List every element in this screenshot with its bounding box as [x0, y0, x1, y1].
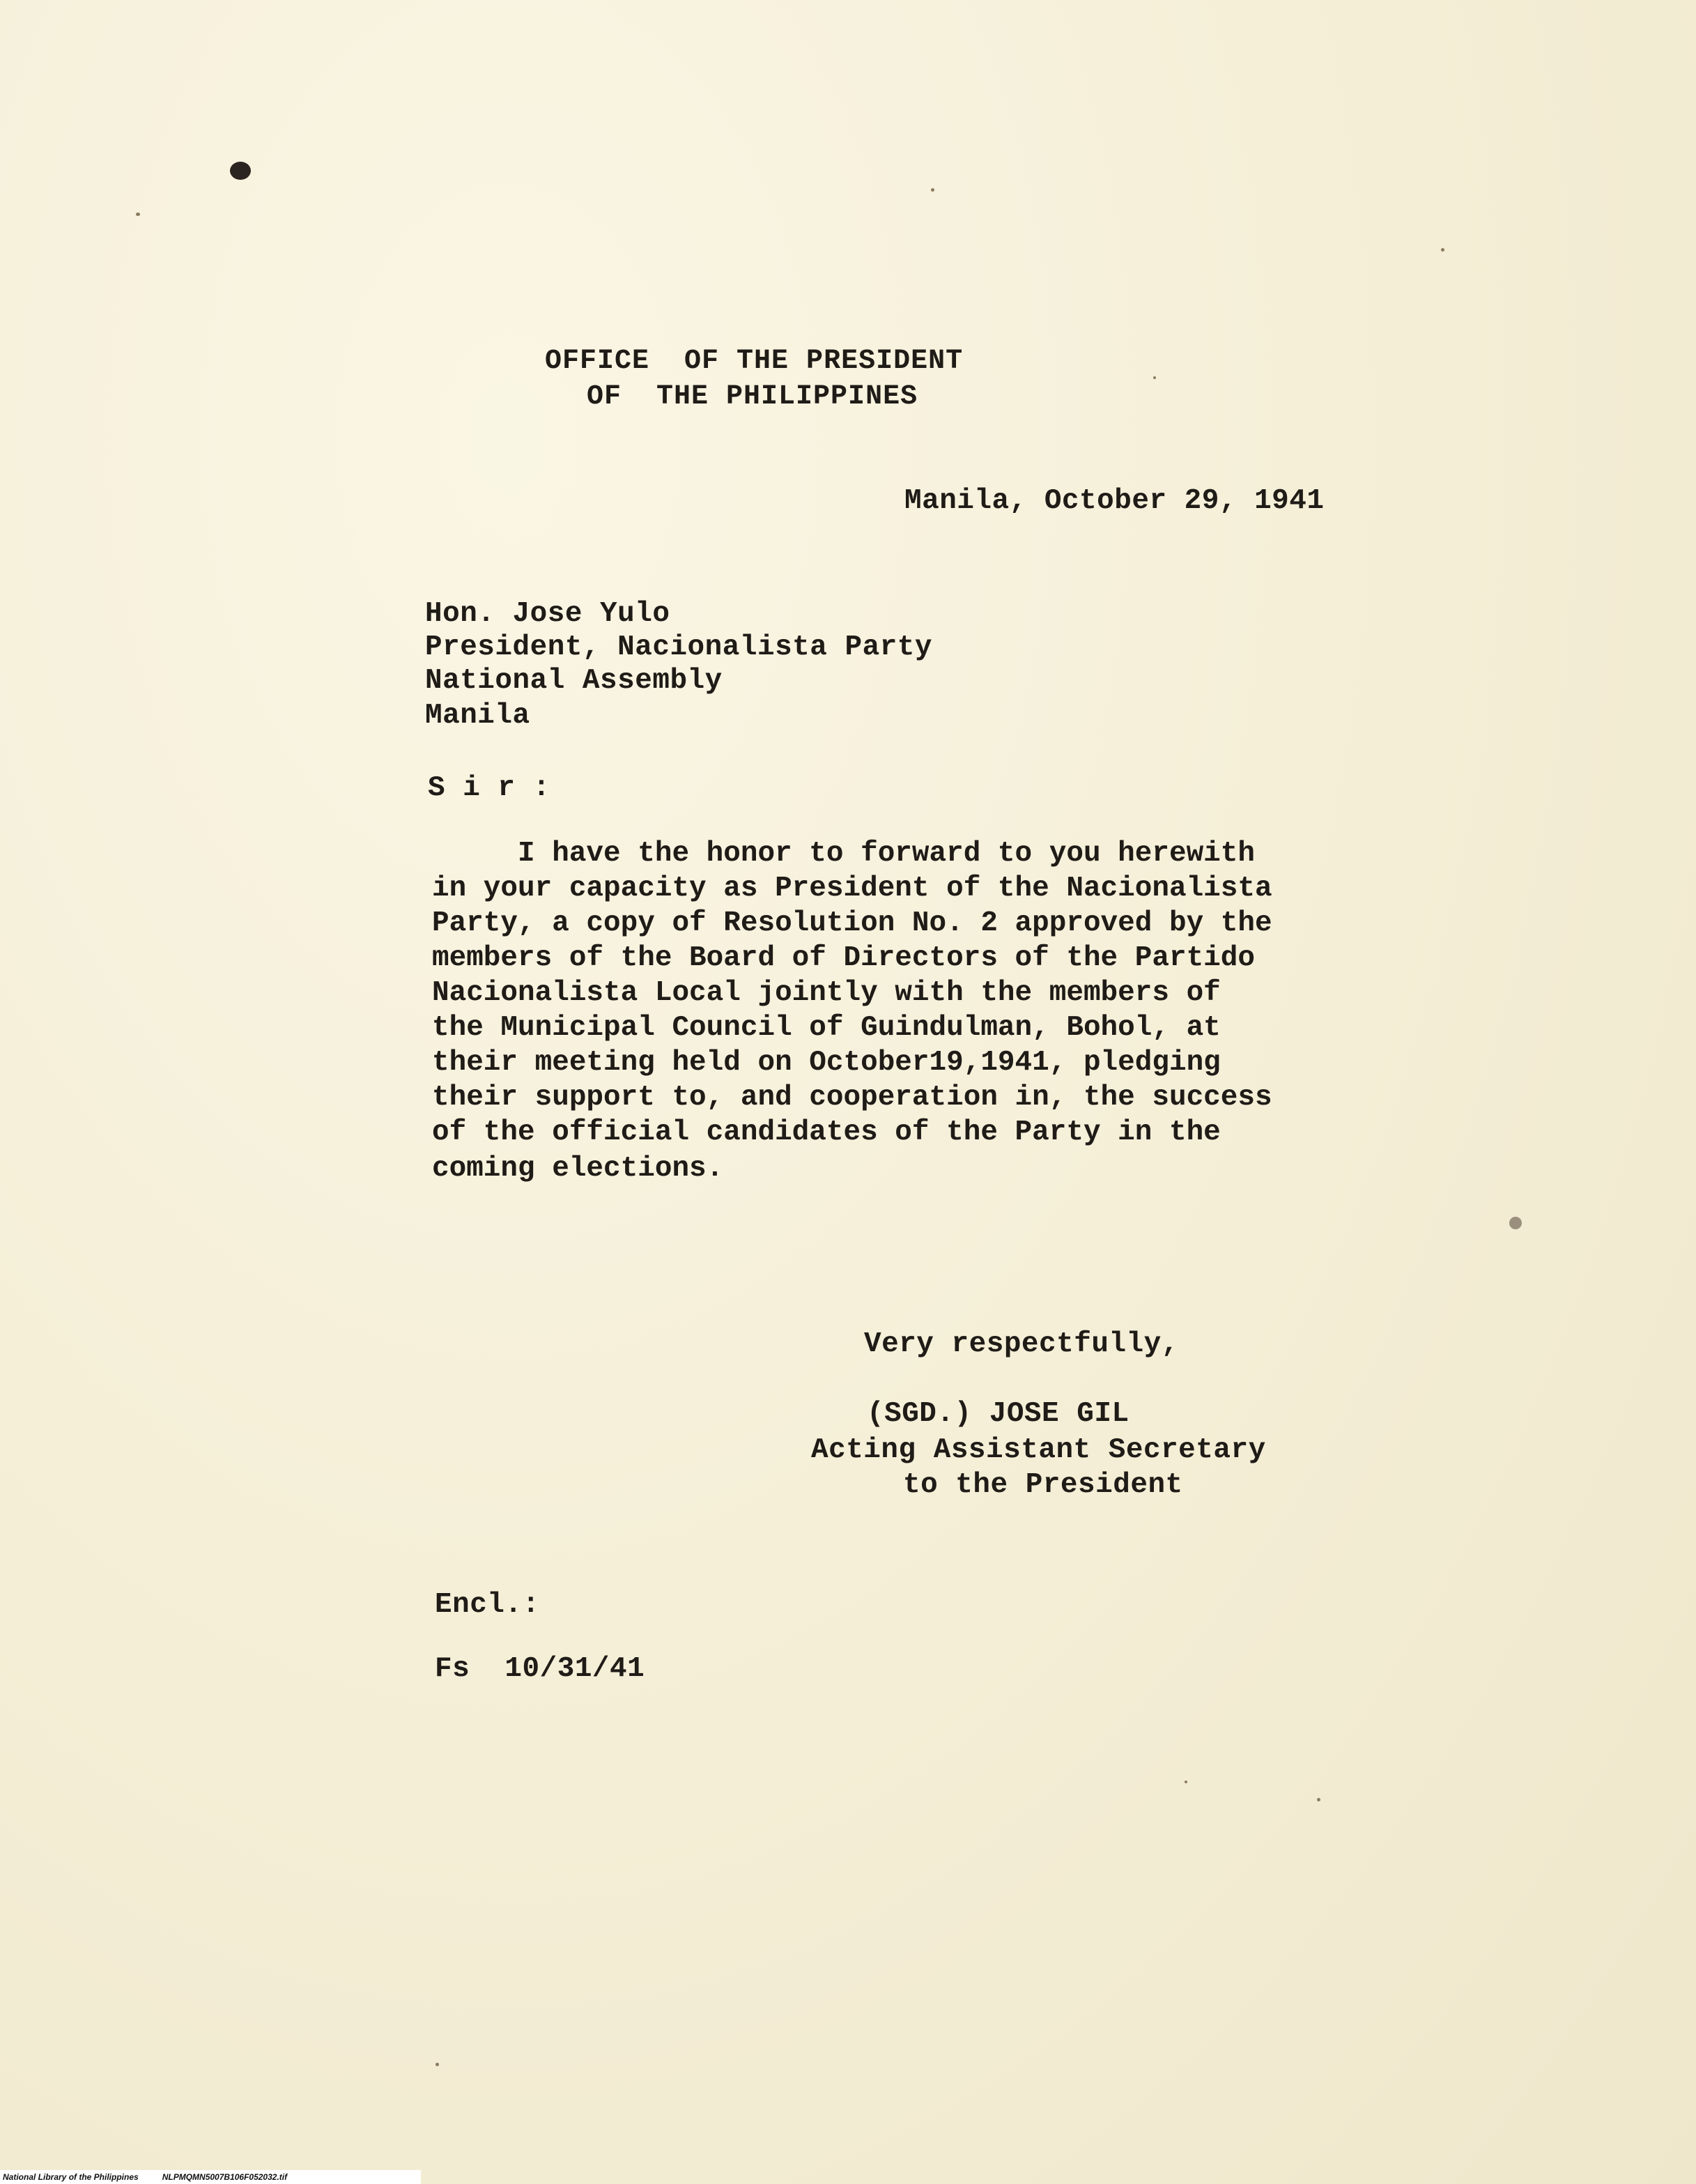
- enclosure-notation: Encl.:: [435, 1589, 540, 1621]
- signature-line: (SGD.) JOSE GIL: [867, 1398, 1130, 1430]
- body-line: of the official candidates of the Party in the: [432, 1116, 1221, 1148]
- body-line: Party, a copy of Resolution No. 2 approved by the: [432, 907, 1272, 939]
- body-line: their support to, and cooperation in, the success: [432, 1082, 1272, 1114]
- footer-institution: National Library of the Philippines: [3, 2172, 139, 2182]
- paper-speck: [931, 188, 934, 192]
- reference-initials: Fs 10/31/41: [435, 1653, 645, 1685]
- footer-filename: NLPMQMN5007B106F052032.tif: [162, 2172, 288, 2182]
- scan-footer: [0, 2170, 421, 2184]
- body-line: coming elections.: [432, 1153, 724, 1185]
- paper-speck: [1441, 248, 1444, 252]
- recipient-city: Manila: [425, 700, 530, 732]
- body-line: their meeting held on October19,1941, pledging: [432, 1047, 1221, 1079]
- salutation: S i r :: [428, 772, 550, 804]
- ink-blot: [230, 162, 251, 180]
- paper-speck: [1509, 1217, 1522, 1229]
- paper-speck: [1185, 1781, 1187, 1783]
- body-line: in your capacity as President of the Nacionalista: [432, 872, 1272, 905]
- paper-speck: [136, 213, 140, 216]
- recipient-organization: National Assembly: [425, 665, 723, 697]
- paper-speck: [1153, 376, 1156, 379]
- paper-speck: [435, 2063, 439, 2066]
- recipient-title: President, Nacionalista Party: [425, 631, 933, 663]
- letterhead-line-1: OFFICE OF THE PRESIDENT: [545, 346, 964, 377]
- paper-speck: [1317, 1798, 1320, 1801]
- signatory-title-1: Acting Assistant Secretary: [811, 1434, 1266, 1466]
- body-line: Nacionalista Local jointly with the members of: [432, 977, 1221, 1009]
- complimentary-close: Very respectfully,: [864, 1328, 1179, 1360]
- body-line: the Municipal Council of Guindulman, Bohol, at: [432, 1012, 1221, 1044]
- dateline: Manila, October 29, 1941: [904, 485, 1325, 517]
- signatory-title-2: to the President: [903, 1469, 1183, 1501]
- body-line: I have the honor to forward to you herewith: [432, 838, 1255, 870]
- letterhead-line-2: OF THE PHILIPPINES: [587, 381, 918, 413]
- body-line: members of the Board of Directors of the Partido: [432, 942, 1255, 974]
- recipient-name: Hon. Jose Yulo: [425, 598, 670, 630]
